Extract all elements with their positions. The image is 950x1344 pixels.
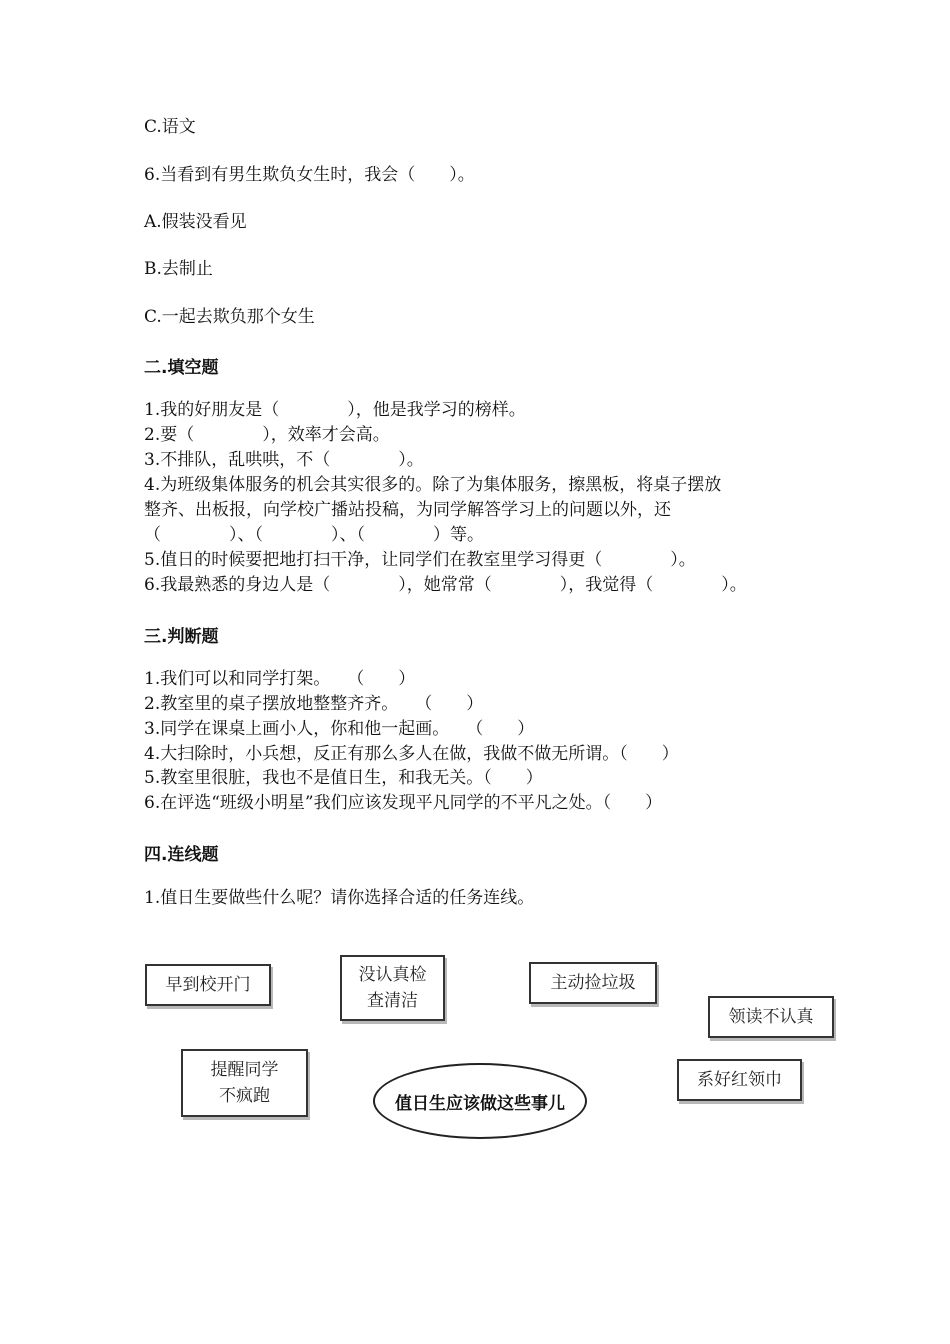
match-box-inspect-label: 没认真检 查清洁: [358, 965, 427, 1011]
fill-item-3: 3.不排队，乱哄哄，不（ ）。: [144, 450, 424, 470]
q5-option-c: C.语文: [144, 117, 196, 137]
section-match-title: 四.连线题: [144, 845, 219, 865]
judge-item-6: 6.在评选“班级小明星”我们应该发现平凡同学的不平凡之处。（ ）: [144, 793, 663, 813]
match-center-label: 值日生应该做这些事儿: [395, 1093, 565, 1114]
judge-item-2: 2.教室里的桌子摆放地整整齐齐。 （ ）: [144, 694, 484, 714]
match-box-inspect: [340, 955, 445, 1021]
fill-item-1: 1.我的好朋友是（ ），他是我学习的榜样。: [144, 400, 526, 420]
fill-item-5: 5.值日的时候要把地打扫干净，让同学们在教室里学习得更（ ）。: [144, 550, 696, 570]
match-center-ellipse: [373, 1063, 587, 1139]
match-box-read-lead: [708, 996, 834, 1038]
judge-item-5: 5.教室里很脏，我也不是值日生，和我无关。（ ）: [144, 768, 543, 788]
judge-item-4: 4.大扫除时，小兵想，反正有那么多人在做，我做不做无所谓。（ ）: [144, 744, 679, 764]
match-box-remind-label: 提醒同学 不疯跑: [210, 1060, 279, 1106]
match-box-scarf: [677, 1059, 802, 1101]
judge-item-3: 3.同学在课桌上画小人，你和他一起画。 （ ）: [144, 719, 535, 739]
match-box-remind: [181, 1049, 308, 1117]
fill-item-6: 6.我最熟悉的身边人是（ ），她常常（ ），我觉得（ ）。: [144, 575, 747, 595]
q6-option-c: C.一起去欺负那个女生: [144, 307, 315, 327]
match-box-scarf-label: 系好红领巾: [697, 1070, 782, 1090]
match-box-read-lead-label: 领读不认真: [728, 1007, 814, 1027]
section-fill-title: 二.填空题: [144, 358, 219, 378]
fill-item-4-cont: 整齐、出板报，向学校广播站投稿，为同学解答学习上的问题以外，还: [144, 500, 671, 520]
match-box-pick-trash: [529, 962, 657, 1004]
q6-option-b: B.去制止: [144, 259, 213, 279]
section-judge-title: 三.判断题: [144, 627, 219, 647]
match-box-pick-trash-label: 主动捡垃圾: [550, 973, 636, 993]
fill-item-2: 2.要（ ），效率才会高。: [144, 425, 390, 445]
q6-question: 6.当看到有男生欺负女生时，我会（ ）。: [144, 165, 475, 185]
match-box-early-open: [145, 964, 271, 1006]
match-question: 1.值日生要做些什么呢？请你选择合适的任务连线。: [144, 888, 535, 908]
q6-option-a: A.假装没看见: [144, 212, 247, 232]
judge-item-1: 1.我们可以和同学打架。 （ ）: [144, 669, 416, 689]
fill-item-4: 4.为班级集体服务的机会其实很多的。除了为集体服务，擦黑板，将桌子摆放: [144, 475, 722, 495]
match-box-early-open-label: 早到校开门: [165, 975, 251, 995]
fill-item-4-blanks: （ ）、（ ）、（ ）等。: [144, 525, 484, 545]
